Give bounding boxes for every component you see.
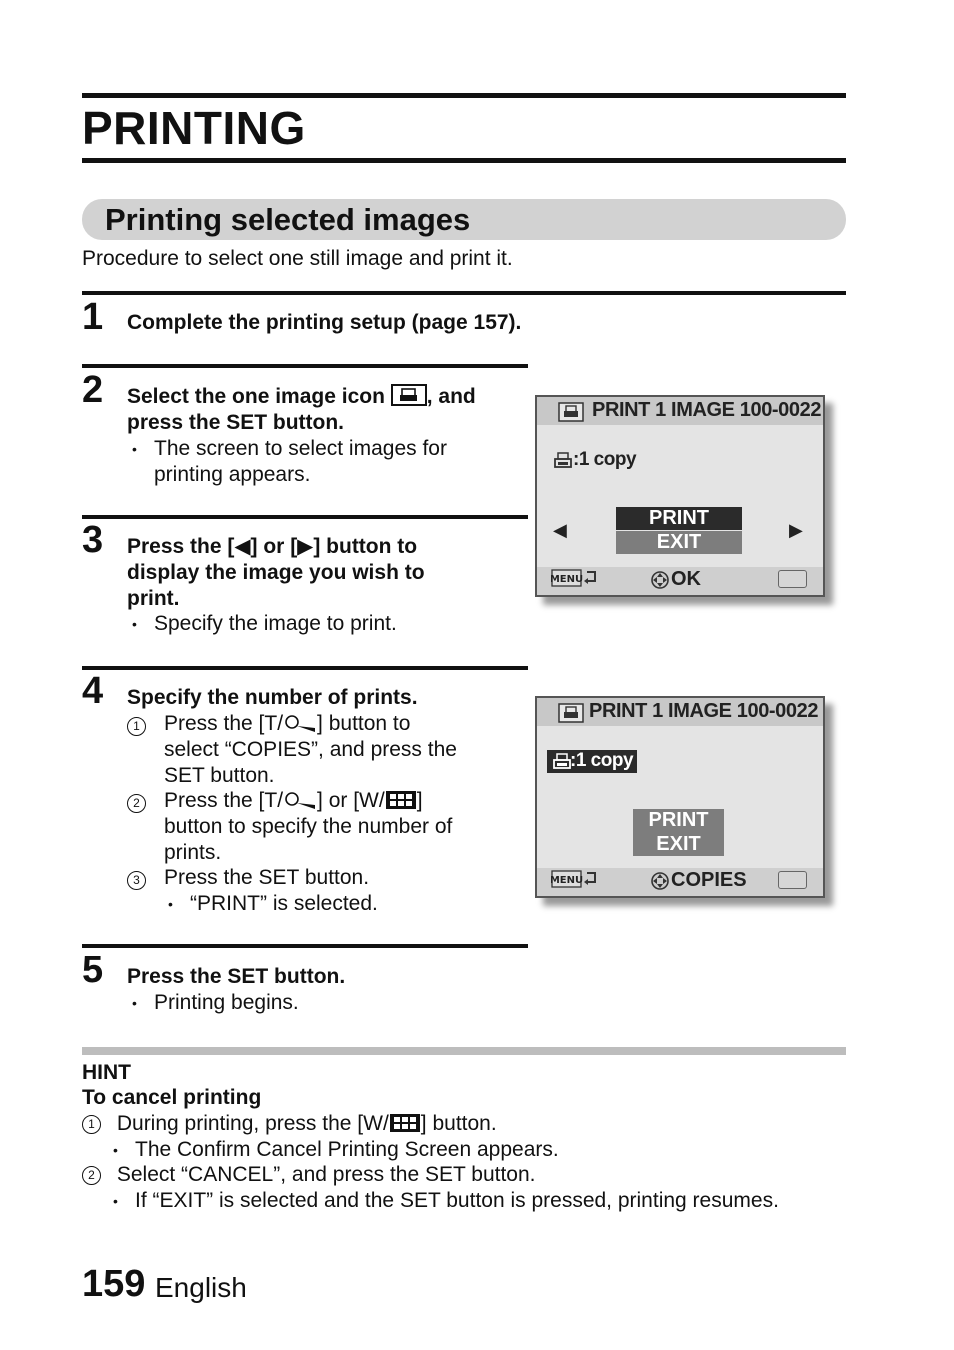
circled-number: 1 [82,1115,101,1134]
step4-item2-b: ] or [W/ [317,789,385,812]
step4-heading: Specify the number of prints. [127,686,418,709]
step2-bullet-b: printing appears. [154,463,311,486]
title-bottom-rule [82,158,846,163]
hint-title: To cancel printing [82,1086,262,1109]
step2-bullet-cont [154,462,310,488]
hint-item1-a: During printing, press the [W/ [116,1112,389,1135]
step1-heading: Complete the printing setup (page 157). [127,311,522,334]
screen2-copies: :1 copy [570,750,634,771]
bullet-dot: • [113,1193,118,1209]
screen2-header: PRINT 1 IMAGE 100-0022 [589,700,819,722]
step4-item3-text: Press the SET button. [164,866,370,889]
svg-text:MENU: MENU [551,574,584,585]
step3-bullet-text: Specify the image to print. [154,612,397,635]
hint-item2-bullet-text: If “EXIT” is selected and the SET button is pressed, printing resumes. [135,1189,779,1212]
step2-number: 2 [82,369,104,411]
screen1-header: PRINT 1 IMAGE 100-0022 [592,399,822,421]
page-number: 159 [82,1263,146,1305]
step3-rule [82,515,528,519]
step5-rule [82,944,528,948]
step3-heading-c: print. [127,587,180,610]
screen1-set-dial-icon [650,570,670,595]
page-language: English [155,1272,247,1303]
hint-item2 [82,1162,536,1188]
print-screen-2 [535,696,825,898]
screen2-menu-icon [551,869,601,894]
screen1-image-icon [558,402,584,427]
bullet-dot: • [168,896,173,912]
step3-heading-a: Press the [◀] or [▶] button to [127,535,418,558]
circled-number: 2 [82,1166,101,1185]
screen1-printer-icon [553,452,573,475]
wide-grid-icon [389,1113,421,1140]
hint-bar [82,1047,846,1055]
circled-number: 3 [127,871,146,890]
step4-item2-d: button to specify the number of [164,815,453,838]
screen1-menu-icon [551,568,601,593]
intro-text: Procedure to select one still image and print it. [82,247,513,270]
step4-item3-bullet-text: “PRINT” is selected. [190,892,378,915]
step4-item2-c: ] [416,789,423,812]
step5-heading: Press the SET button. [127,965,346,988]
step4-item1-line1 [164,711,410,740]
bullet-dot: • [132,441,137,457]
screen2-printer-icon [552,753,572,776]
screen1-right-arrow: ▶ [789,520,803,540]
screen1-ok: OK [671,568,701,590]
hint-item1-b: ] button. [420,1112,497,1135]
screen2-exit-option[interactable]: EXIT [633,833,724,856]
step2-rule [82,364,528,368]
wide-grid-icon [385,790,417,817]
screen1-exit-option[interactable]: EXIT [616,531,742,554]
one-image-icon [391,384,427,413]
bullet-dot: • [113,1142,118,1158]
step3-heading-b: display the image you wish to [127,561,425,584]
bullet-dot: • [132,995,137,1011]
screen1-copies: :1 copy [573,449,637,470]
step4-item1-a: Press the [T/ [164,712,284,735]
title-top-rule [82,93,846,98]
step2-heading-c: press the SET button. [127,411,345,434]
hint-item1 [82,1111,497,1140]
screen2-image-icon [558,703,584,728]
print-screen-1 [535,395,825,597]
circled-number: 2 [127,794,146,813]
screen2-copies-highlight[interactable] [547,750,637,773]
svg-text:MENU: MENU [551,875,584,886]
screen2-set-dial-icon [650,871,670,896]
screen1-battery-icon [778,570,807,588]
screen2-copies-label: COPIES [671,869,747,891]
step4-item1-d: SET button. [164,764,275,787]
circled-number: 1 [127,717,146,736]
step2-heading-a: Select the one image icon [127,385,385,408]
step5-number: 5 [82,949,104,991]
step4-number: 4 [82,670,104,712]
hint-item1-bullet-text: The Confirm Cancel Printing Screen appears. [135,1138,559,1161]
step4-item1-c: select “COPIES”, and press the [164,738,457,761]
bullet-dot: • [132,616,137,632]
screen2-battery-icon [778,871,807,889]
step2-bullet-a: The screen to select images for [154,437,447,460]
step4-item2-a: Press the [T/ [164,789,284,812]
hint-item2-text: Select “CANCEL”, and press the SET button. [116,1163,536,1186]
step1-rule [82,291,846,295]
step4-item2-e: prints. [164,841,222,864]
step4-item1-b: ] button to [317,712,411,735]
step2-heading [127,384,476,413]
screen1-left-arrow: ◀ [553,520,567,540]
step3-number: 3 [82,519,104,561]
screen1-print-option[interactable]: PRINT [616,507,742,530]
step5-bullet-text: Printing begins. [154,991,299,1014]
step2-heading-b: , and [426,385,476,408]
hint-label: HINT [82,1061,131,1084]
step4-rule [82,666,528,670]
step4-item2-line1 [164,788,423,817]
section-title: Printing selected images [105,202,471,237]
page-title: PRINTING [82,102,306,154]
screen2-print-option[interactable]: PRINT [633,809,724,833]
step1-number: 1 [82,296,104,338]
